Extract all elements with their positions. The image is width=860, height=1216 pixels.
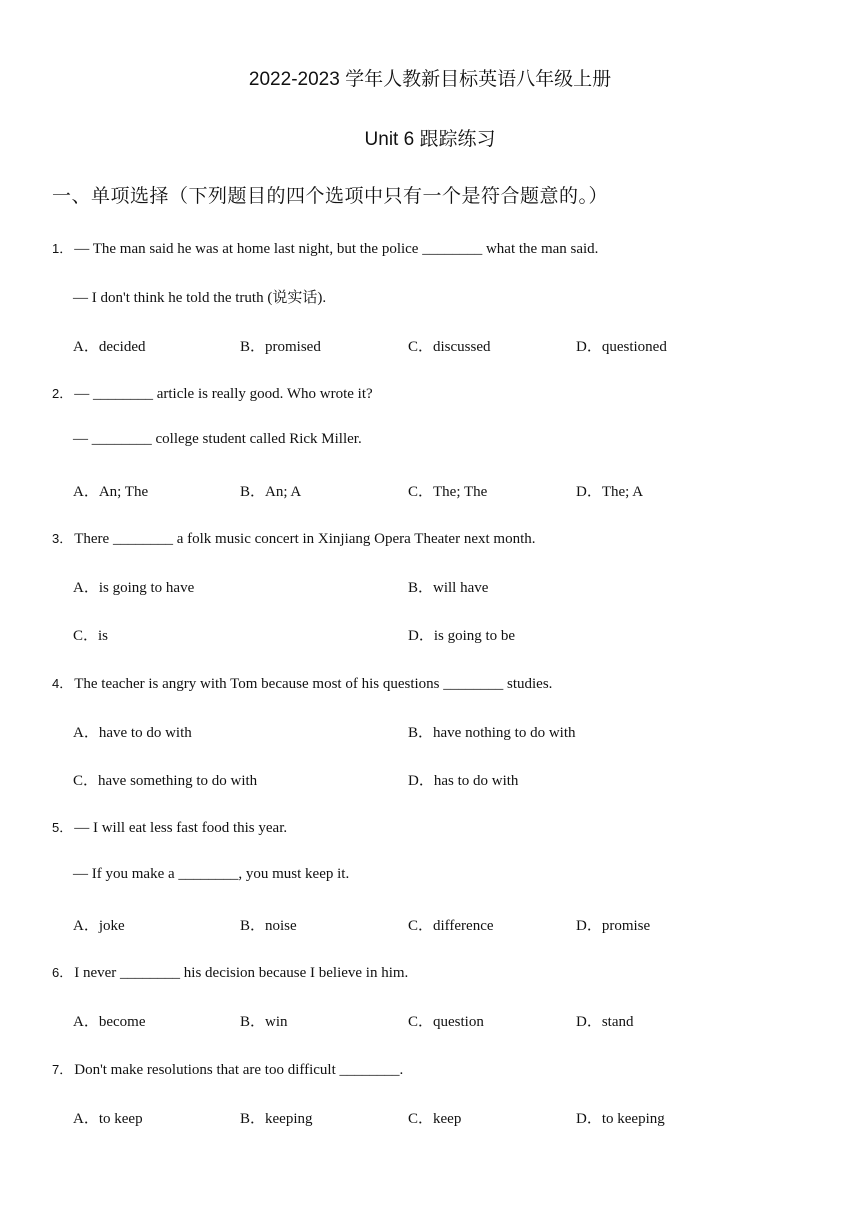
question-1-option-b: B．promised xyxy=(240,339,321,355)
question-1-option-d: D．questioned xyxy=(576,339,667,355)
document-title: 2022-2023 学年人教新目标英语八年级上册 xyxy=(248,69,612,90)
question-1-dialogue-line: — I don't think he told the truth (说实话). xyxy=(73,290,327,306)
question-2 xyxy=(52,383,373,403)
question-6 xyxy=(52,962,408,982)
question-5-option-a: A．joke xyxy=(73,918,125,934)
question-4-option-d: D．has to do with xyxy=(408,773,519,789)
question-1-option-c: C．discussed xyxy=(408,339,491,355)
question-3-option-d: D．is going to be xyxy=(408,628,516,644)
question-4-option-b: B．have nothing to do with xyxy=(408,725,576,741)
question-1-option-a: A．decided xyxy=(73,339,146,355)
question-6-option-c: C．question xyxy=(408,1014,484,1030)
question-3-option-b: B．will have xyxy=(408,580,489,596)
section-heading: 一、单项选择（下列题目的四个选项中只有一个是符合题意的。） xyxy=(52,185,609,207)
question-5-option-d: D．promise xyxy=(576,918,651,934)
question-5-option-b: B．noise xyxy=(240,918,297,934)
question-4 xyxy=(52,673,552,693)
question-2-option-a: A．An; The xyxy=(73,484,149,500)
question-4-option-a: A．have to do with xyxy=(73,725,192,741)
question-6-option-d: D．stand xyxy=(576,1014,634,1030)
question-number: 2． xyxy=(52,386,73,401)
question-6-option-a: A．become xyxy=(73,1014,146,1030)
question-1 xyxy=(52,238,598,258)
question-5-option-c: C．difference xyxy=(408,918,494,934)
question-number: 6． xyxy=(52,965,73,980)
question-number: 5． xyxy=(52,820,73,835)
question-number: 4． xyxy=(52,676,73,691)
question-5-dialogue-line: — If you make a ________, you must keep it. xyxy=(73,866,350,882)
question-7 xyxy=(52,1059,403,1079)
question-text: — I will eat less fast food this year. xyxy=(74,820,288,836)
question-text: I never ________ his decision because I believe in him. xyxy=(74,965,409,981)
question-7-option-d: D．to keeping xyxy=(576,1111,665,1127)
question-7-option-b: B．keeping xyxy=(240,1111,313,1127)
question-5 xyxy=(52,817,287,837)
question-2-option-d: D．The; A xyxy=(576,484,644,500)
question-3-option-a: A．is going to have xyxy=(73,580,195,596)
question-number: 7． xyxy=(52,1062,73,1077)
question-6-option-b: B．win xyxy=(240,1014,288,1030)
question-2-dialogue-line: — ________ college student called Rick Miller. xyxy=(73,431,362,447)
question-3 xyxy=(52,528,535,548)
question-text: The teacher is angry with Tom because most of his questions ________ studies. xyxy=(74,676,553,692)
question-4-option-c: C．have something to do with xyxy=(73,773,258,789)
question-number: 3． xyxy=(52,531,73,546)
question-7-option-c: C．keep xyxy=(408,1111,462,1127)
question-text: — ________ article is really good. Who wrote it? xyxy=(74,386,373,402)
question-text: There ________ a folk music concert in Xinjiang Opera Theater next month. xyxy=(74,531,536,547)
question-2-option-b: B．An; A xyxy=(240,484,302,500)
question-text: Don't make resolutions that are too difficult ________. xyxy=(74,1062,404,1078)
question-3-option-c: C．is xyxy=(73,628,109,644)
question-number: 1． xyxy=(52,241,73,256)
question-text: — The man said he was at home last night, but the police ________ what the man said. xyxy=(74,241,599,257)
document-subtitle: Unit 6 跟踪练习 xyxy=(364,129,496,150)
question-7-option-a: A．to keep xyxy=(73,1111,143,1127)
question-2-option-c: C．The; The xyxy=(408,484,488,500)
